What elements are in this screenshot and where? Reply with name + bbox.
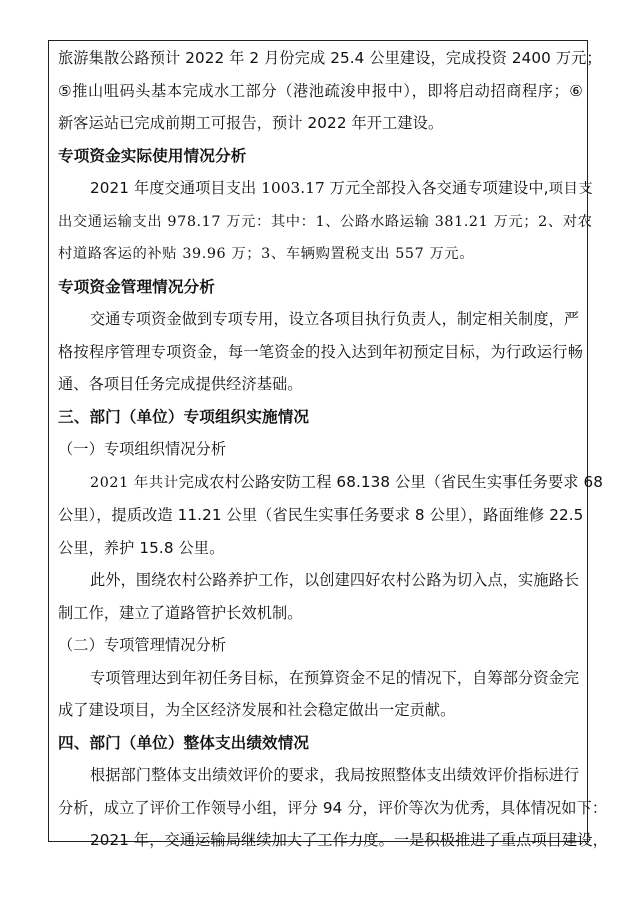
text-line: 旅游集散公路预计 2022 年 2 月份完成 25.4 公里建设，完成投资 2400 万元； bbox=[58, 49, 602, 67]
text-span: 1003.17 bbox=[261, 179, 325, 197]
text-line: 成了建设项目，为全区经济发展和社会稳定做出一定贡献。 bbox=[58, 701, 456, 719]
text-line: 根据部门整体支出绩效评价的要求，我局按照整体支出绩效评价指标进行 bbox=[90, 766, 580, 784]
text-line: 交通专项资金做到专项专用，设立各项目执行负责人，制定相关制度，严 bbox=[90, 310, 580, 328]
text-span: 万元全部投入各交通专项建设中, bbox=[324, 179, 549, 197]
text-line: 制工作，建立了道路管护长效机制。 bbox=[58, 603, 303, 622]
section-heading-management: 专项资金管理情况分析 bbox=[58, 277, 215, 296]
section-heading-actual-use: 专项资金实际使用情况分析 bbox=[58, 146, 247, 165]
text-line: 通、各项目任务完成提供经济基础。 bbox=[58, 375, 303, 393]
text-line: 出交通运输支出 978.17 万元：其中：1、公路水路运输 381.21 万元；2、对农 bbox=[58, 213, 593, 230]
text-line: 2021 年，交通运输局继续加大了工作力度。一是积极推进了重点项目建设， bbox=[90, 831, 608, 849]
subsection-heading-3-2: （二）专项管理情况分析 bbox=[58, 636, 227, 654]
document-body bbox=[58, 42, 608, 857]
text-line: 公里，养护 15.8 公里。 bbox=[58, 538, 225, 557]
section-heading-3: 三、部门（单位）专项组织实施情况 bbox=[58, 407, 310, 426]
text-span: 完成农村公路安防工程 68.138 公里（省民生实事任务要求 68 bbox=[178, 472, 603, 491]
text-line: ⑤推山咀码头基本完成水工部分（港池疏浚申报中），即将启动招商程序；⑥ bbox=[58, 81, 583, 100]
text-span: 2021 年度交通项目支出 bbox=[90, 179, 262, 197]
text-line bbox=[58, 466, 603, 500]
text-line: 新客运站已完成前期工可报告，预计 2022 年开工建设。 bbox=[58, 114, 444, 132]
text-line: 格按程序管理专项资金，每一笔资金的投入达到年初预定目标，为行政运行畅 bbox=[58, 342, 583, 361]
text-line: 专项管理达到年初任务目标，在预算资金不足的情况下，自筹部分资金完 bbox=[90, 668, 580, 687]
text-line: 此外，围绕农村公路养护工作，以创建四好农村公路为切入点，实施路长 bbox=[90, 571, 580, 589]
text-line bbox=[58, 172, 594, 206]
section-heading-4: 四、部门（单位）整体支出绩效情况 bbox=[58, 733, 310, 752]
text-span: 2021 年共计 bbox=[90, 474, 179, 491]
text-line: 分析，成立了评价工作领导小组，评分 94 分，评价等次为优秀，具体情况如下： bbox=[58, 798, 608, 817]
subsection-heading-3-1: （一）专项组织情况分析 bbox=[58, 440, 227, 458]
text-line: 村道路客运的补贴 39.96 万；3、车辆购置税支出 557 万元。 bbox=[58, 246, 475, 262]
text-span: 项目支 bbox=[548, 181, 594, 197]
text-line: 公里），提质改造 11.21 公里（省民生实事任务要求 8 公里），路面维修 22.5 bbox=[58, 506, 584, 524]
